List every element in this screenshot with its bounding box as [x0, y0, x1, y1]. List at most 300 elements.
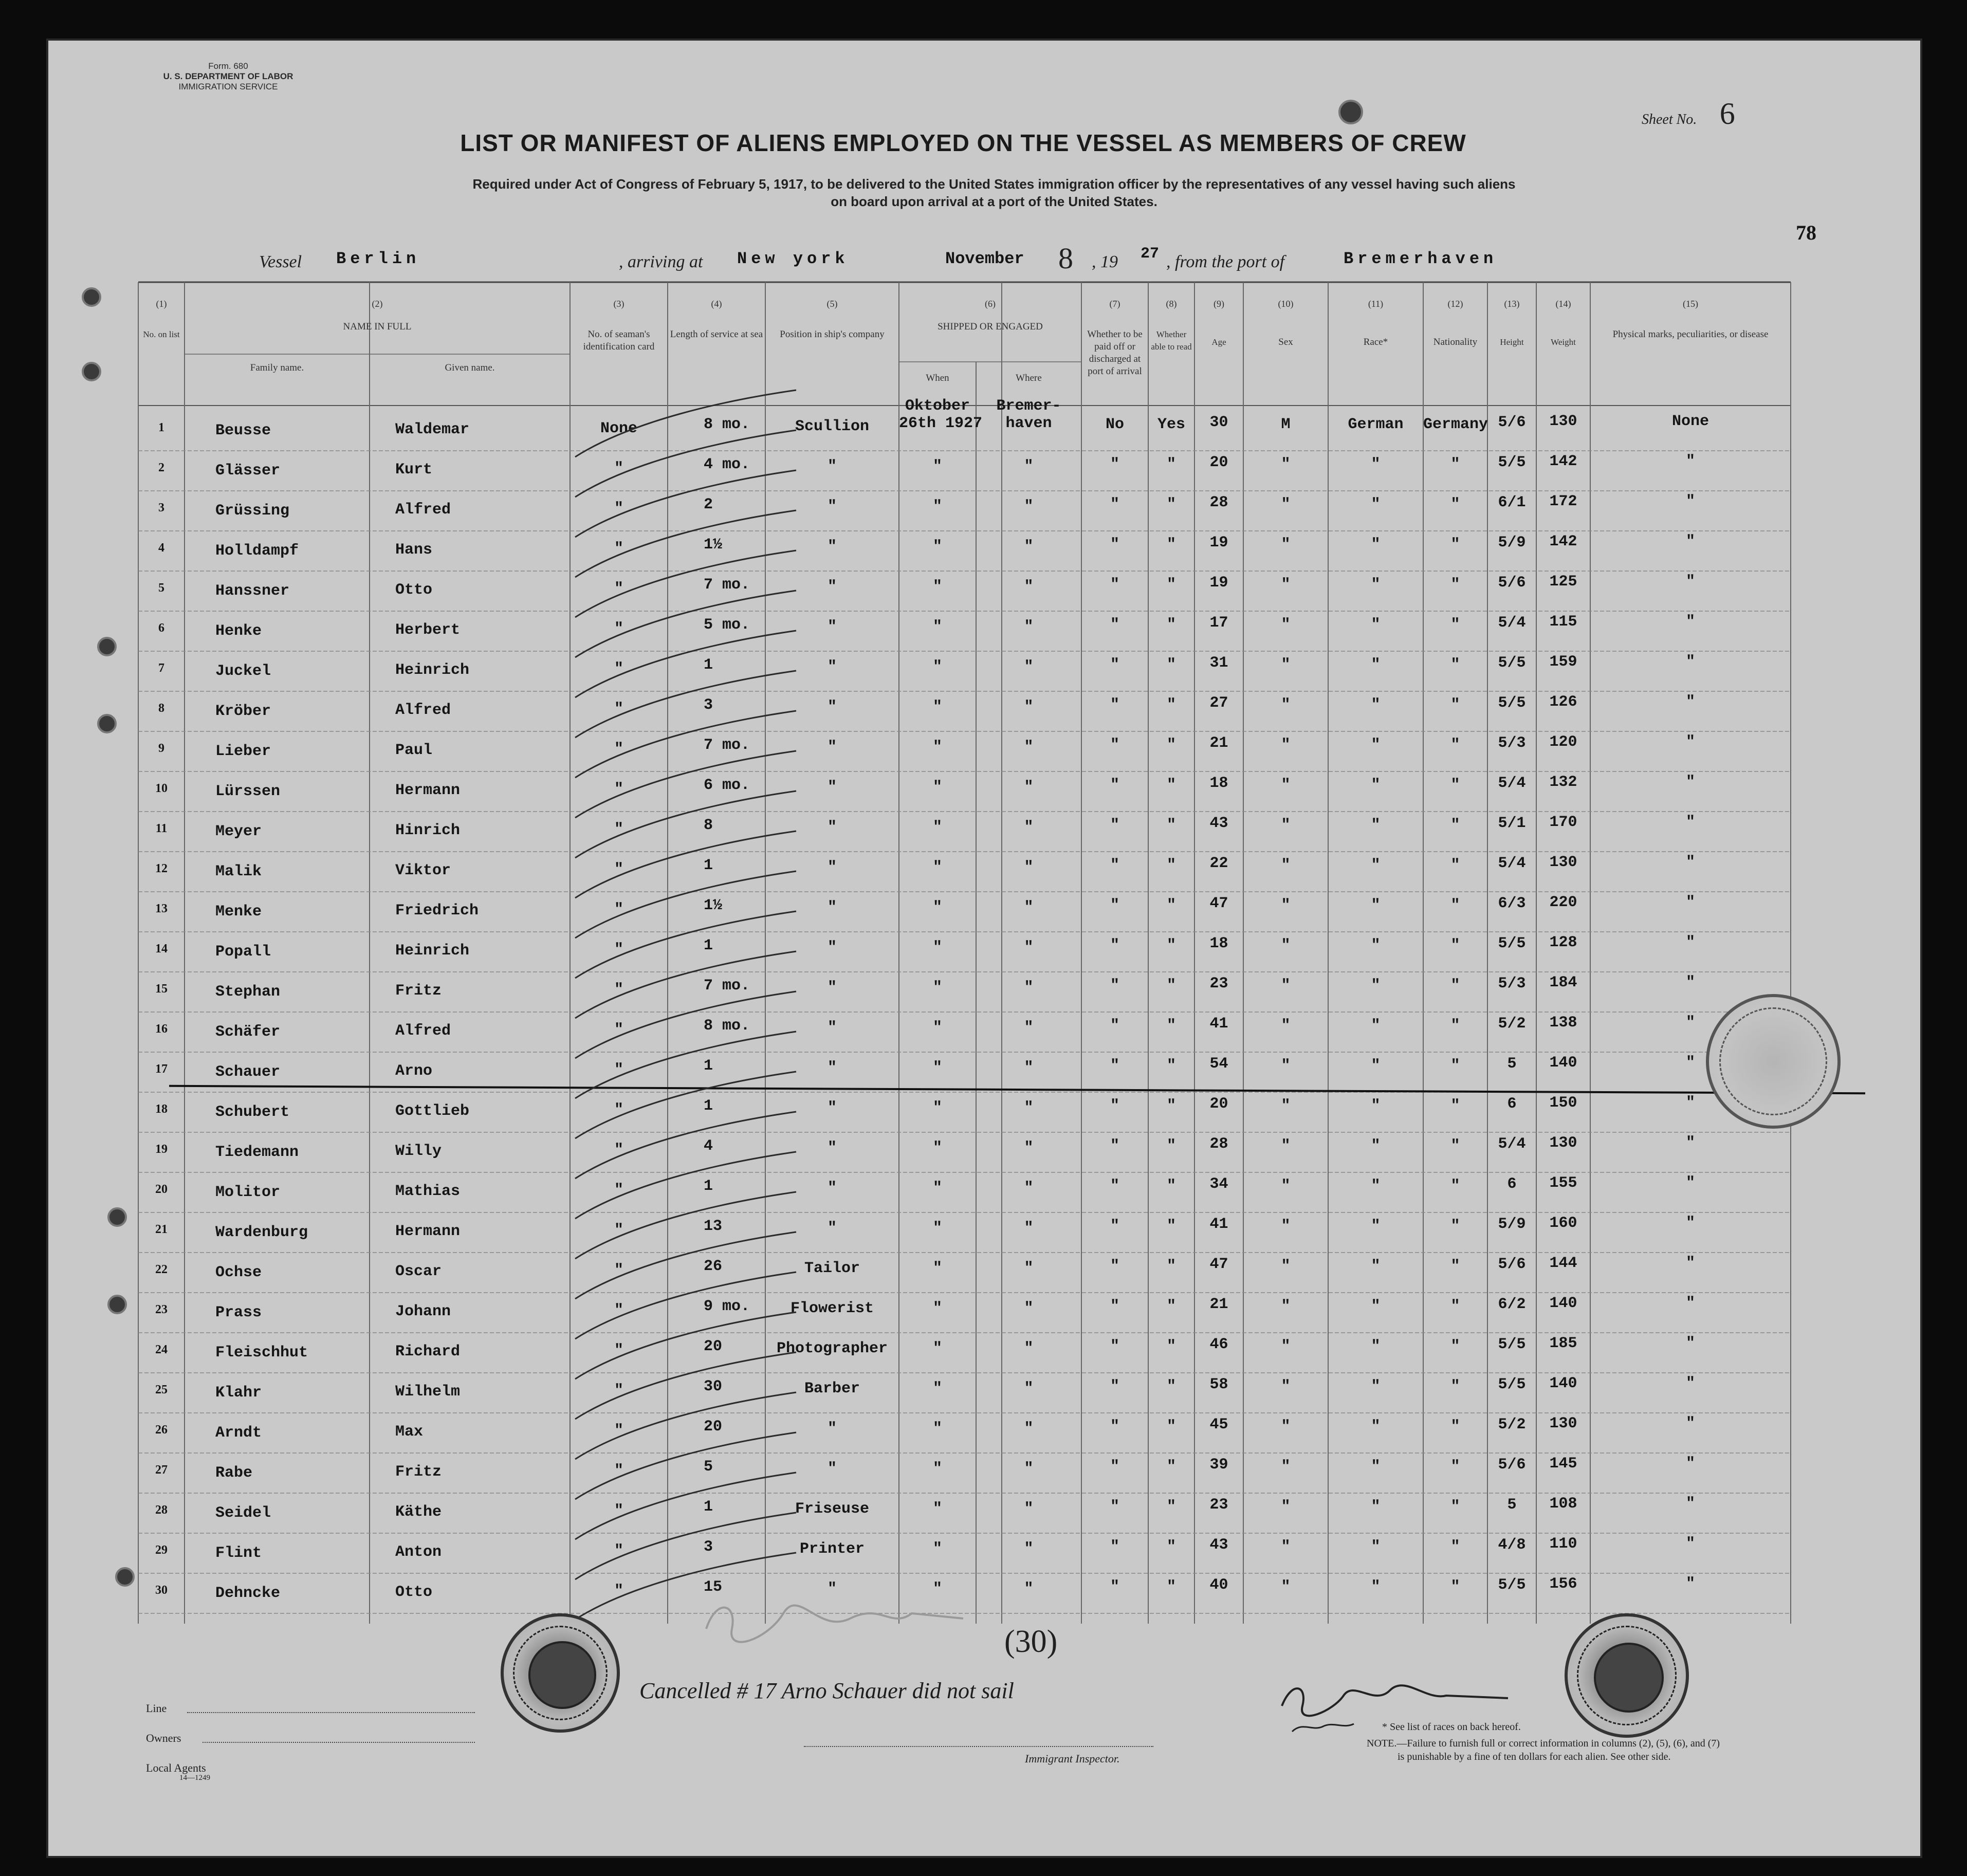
length-of-service: 1: [704, 1498, 713, 1516]
nationality: ": [1450, 777, 1460, 794]
pencil-slash: [575, 1352, 796, 1419]
row-number: 18: [155, 1102, 168, 1116]
race: ": [1371, 737, 1381, 754]
arrival-day: 8: [1058, 242, 1073, 275]
row-number: 4: [158, 541, 164, 555]
shipped-when: ": [932, 698, 942, 716]
page-title: LIST OR MANIFEST OF ALIENS EMPLOYED ON THE VESSEL AS MEMBERS OF CREW: [460, 130, 1466, 156]
year-prefix: , 19: [1092, 252, 1118, 271]
position: ": [827, 1139, 837, 1157]
able-to-read: ": [1166, 817, 1176, 834]
service: IMMIGRATION SERVICE: [178, 82, 278, 91]
able-to-read: ": [1166, 456, 1176, 473]
paid-off: ": [1110, 536, 1119, 554]
height: 5: [1507, 1496, 1517, 1514]
physical-marks: ": [1685, 1215, 1695, 1232]
row-number: 19: [155, 1143, 168, 1156]
punch-hole: [82, 362, 101, 381]
weight: 140: [1549, 1295, 1577, 1312]
id-card: ": [614, 1061, 623, 1079]
col-14-label: Weight: [1551, 337, 1576, 347]
col-1-number: (1): [156, 299, 167, 309]
race: ": [1371, 456, 1381, 473]
id-card: ": [614, 741, 623, 758]
row-number: 1: [158, 421, 164, 434]
id-card: ": [614, 1422, 623, 1440]
height: 5/6: [1498, 1256, 1526, 1273]
physical-marks: ": [1685, 573, 1695, 591]
physical-marks: ": [1685, 934, 1695, 951]
row-number: 25: [155, 1383, 168, 1396]
col-3-label: No. of seaman's identification card: [583, 329, 655, 352]
weight: 140: [1549, 1054, 1577, 1072]
sex: ": [1281, 576, 1291, 594]
col-6-label: SHIPPED OR ENGAGED: [937, 321, 1043, 332]
id-card: ": [614, 701, 623, 718]
pencil-slash: [575, 1152, 796, 1219]
family-name: Fleischhut: [215, 1344, 308, 1362]
height: 4/8: [1498, 1536, 1526, 1554]
given-name: Mathias: [395, 1183, 461, 1200]
sex: ": [1281, 1137, 1291, 1155]
sex: ": [1281, 1498, 1291, 1516]
sex: ": [1281, 817, 1291, 834]
col-4-label: Length of service at sea: [670, 329, 763, 340]
paid-off: ": [1110, 696, 1119, 714]
consulate-seal-right: [1565, 1613, 1689, 1738]
weight: 115: [1549, 613, 1577, 631]
pencil-slash: [575, 1392, 796, 1459]
physical-marks: ": [1685, 1054, 1695, 1072]
position: ": [827, 458, 837, 475]
weight: 108: [1549, 1495, 1577, 1513]
family-name: Ochse: [215, 1264, 262, 1281]
length-of-service: 13: [704, 1218, 723, 1235]
arriving-label: , arriving at: [619, 252, 703, 271]
nationality: ": [1450, 1097, 1460, 1115]
position: Printer: [799, 1540, 865, 1558]
sex: ": [1281, 1017, 1291, 1035]
physical-marks: None: [1671, 413, 1709, 430]
physical-marks: ": [1685, 1335, 1695, 1352]
id-card: ": [614, 1222, 623, 1239]
row-number: 21: [155, 1223, 168, 1236]
punch-hole: [115, 1567, 135, 1587]
shipped-where: ": [1024, 538, 1034, 556]
shipped-where: ": [1024, 779, 1034, 796]
shipped-where: ": [1024, 1260, 1034, 1277]
weight: 110: [1549, 1535, 1577, 1553]
race: ": [1371, 897, 1381, 914]
position: Flowerist: [790, 1300, 874, 1317]
weight: 220: [1549, 894, 1577, 911]
physical-marks: ": [1685, 733, 1695, 751]
physical-marks: ": [1685, 1094, 1695, 1112]
height: 5/2: [1498, 1015, 1526, 1033]
age: 34: [1209, 1175, 1228, 1193]
shipped-where-line-2: haven: [1005, 415, 1052, 432]
physical-marks: ": [1685, 1134, 1695, 1152]
col-14-number: (14): [1555, 299, 1571, 309]
punch-hole: [97, 637, 117, 656]
race: ": [1371, 576, 1381, 594]
shipped-when: ": [932, 1180, 942, 1197]
line-field: [187, 1712, 475, 1713]
length-of-service: 26: [704, 1258, 723, 1275]
row-number: 8: [158, 702, 164, 715]
position: Barber: [804, 1380, 860, 1397]
sex: ": [1281, 1538, 1291, 1556]
race: ": [1371, 616, 1381, 634]
shipped-when: ": [932, 1019, 942, 1037]
signature: [1272, 1670, 1518, 1747]
shipped-where: ": [1024, 658, 1034, 676]
shipped-when: ": [932, 658, 942, 676]
row-number: 23: [155, 1303, 168, 1316]
physical-marks: ": [1685, 1014, 1695, 1032]
length-of-service: 1: [704, 1097, 713, 1115]
given-name: Viktor: [395, 862, 451, 879]
shipped-where: ": [1024, 1340, 1034, 1357]
col-4-number: (4): [711, 299, 722, 309]
sex: M: [1281, 416, 1291, 433]
nationality: ": [1450, 696, 1460, 714]
length-of-service: 30: [704, 1378, 723, 1395]
col-2-label: NAME IN FULL: [343, 321, 412, 332]
shipped-where: ": [1024, 1540, 1034, 1558]
vice-consulate-stamp: [1706, 994, 1841, 1129]
weight: 144: [1549, 1255, 1577, 1272]
length-of-service: 8 mo.: [704, 1017, 750, 1035]
manifest-sheet: [46, 39, 1922, 1858]
able-to-read: ": [1166, 977, 1176, 995]
physical-marks: ": [1685, 1495, 1695, 1513]
nationality: ": [1450, 737, 1460, 754]
shipped-where: ": [1024, 1300, 1034, 1317]
paid-off: ": [1110, 1498, 1119, 1516]
col-13-number: (13): [1504, 299, 1520, 309]
pencil-slash: [575, 1312, 796, 1379]
shipped-when: ": [932, 1460, 942, 1478]
row-number: 6: [158, 621, 164, 635]
height: 5/4: [1498, 775, 1526, 792]
able-to-read: ": [1166, 1178, 1176, 1195]
nationality: ": [1450, 1218, 1460, 1235]
physical-marks: ": [1685, 1575, 1695, 1593]
length-of-service: 1½: [704, 536, 723, 554]
weight: 130: [1549, 1415, 1577, 1432]
paid-off: ": [1110, 656, 1119, 674]
age: 47: [1209, 1256, 1228, 1273]
age: 43: [1209, 1536, 1228, 1554]
punch-hole: [97, 714, 117, 733]
given-name: Heinrich: [395, 942, 470, 960]
weight: 128: [1549, 934, 1577, 951]
length-of-service: 1: [704, 1057, 713, 1075]
shipped-where: ": [1024, 739, 1034, 756]
paid-off: ": [1110, 777, 1119, 794]
shipped-where: ": [1024, 618, 1034, 636]
shipped-where: ": [1024, 1500, 1034, 1518]
position: ": [827, 1460, 837, 1478]
physical-marks: ": [1685, 653, 1695, 671]
age: 21: [1209, 1296, 1228, 1313]
row-number: 16: [155, 1022, 168, 1036]
given-name: Fritz: [395, 1463, 442, 1481]
sex: ": [1281, 857, 1291, 874]
weight: 132: [1549, 774, 1577, 791]
age: 43: [1209, 815, 1228, 832]
col-3-number: (3): [613, 299, 624, 309]
race: ": [1371, 1418, 1381, 1436]
col-5-number: (5): [826, 299, 838, 309]
row-number: 17: [155, 1062, 168, 1076]
vessel-label: Vessel: [259, 252, 302, 271]
form-code: 14—1249: [179, 1774, 210, 1782]
able-to-read: ": [1166, 576, 1176, 594]
shipped-where: ": [1024, 578, 1034, 596]
sheet-label: Sheet No.: [1642, 112, 1697, 127]
given-name: Hans: [395, 541, 433, 559]
family-name: Glässer: [215, 462, 281, 480]
paid-off: ": [1110, 1418, 1119, 1436]
family-name: Dehncke: [215, 1585, 281, 1602]
able-to-read: ": [1166, 777, 1176, 794]
weight: 130: [1549, 1134, 1577, 1152]
nationality: ": [1450, 456, 1460, 473]
page-number: 78: [1796, 221, 1816, 244]
length-of-service: 15: [704, 1578, 723, 1596]
race: ": [1371, 1017, 1381, 1035]
given-name: Fritz: [395, 982, 442, 1000]
age: 31: [1209, 654, 1228, 672]
able-to-read: ": [1166, 1057, 1176, 1075]
shipped-when: ": [932, 859, 942, 876]
weight: 184: [1549, 974, 1577, 991]
able-to-read: ": [1166, 696, 1176, 714]
physical-marks: ": [1685, 533, 1695, 550]
nationality: ": [1450, 977, 1460, 995]
row-number: 29: [155, 1543, 168, 1557]
family-name: Menke: [215, 903, 262, 921]
race: ": [1371, 817, 1381, 834]
sheet-number: 6: [1719, 97, 1735, 131]
height: 5/5: [1498, 1376, 1526, 1393]
id-card: ": [614, 1182, 623, 1199]
family-name: Rabe: [215, 1464, 253, 1482]
arrival-month: November: [945, 249, 1024, 268]
id-card: ": [614, 981, 623, 999]
able-to-read: ": [1166, 897, 1176, 914]
length-of-service: 8: [704, 817, 713, 834]
id-card: ": [614, 901, 623, 918]
given-name: Heinrich: [395, 661, 470, 679]
col-9-number: (9): [1214, 299, 1224, 309]
given-name: Richard: [395, 1343, 461, 1360]
pencil-slash: [575, 631, 796, 697]
sex: ": [1281, 897, 1291, 914]
shipped-where: ": [1024, 498, 1034, 516]
age: 27: [1209, 694, 1228, 712]
id-card: ": [614, 1382, 623, 1400]
col-10-label: Sex: [1278, 337, 1293, 347]
shipped-where: Bremer-: [996, 397, 1061, 415]
nationality: ": [1450, 536, 1460, 554]
height: 5/5: [1498, 1576, 1526, 1594]
able-to-read: ": [1166, 737, 1176, 754]
paid-off: ": [1110, 496, 1119, 513]
row-number: 2: [158, 461, 164, 474]
nationality: ": [1450, 857, 1460, 874]
shipped-when: ": [932, 618, 942, 636]
height: 5/4: [1498, 1135, 1526, 1153]
id-card: None: [600, 420, 637, 437]
paid-off: ": [1110, 977, 1119, 995]
nationality: ": [1450, 576, 1460, 594]
weight: 185: [1549, 1335, 1577, 1352]
physical-marks: ": [1685, 1255, 1695, 1272]
nationality: ": [1450, 1498, 1460, 1516]
length-of-service: 1: [704, 937, 713, 954]
age: 17: [1209, 614, 1228, 632]
family-name: Hanssner: [215, 582, 290, 600]
shipped-when: ": [932, 498, 942, 516]
length-of-service: 4 mo.: [704, 456, 750, 473]
nationality: ": [1450, 1538, 1460, 1556]
position: ": [827, 1180, 837, 1197]
id-card: ": [614, 1502, 623, 1520]
owners-field: [203, 1742, 475, 1743]
family-name: Beusse: [215, 422, 271, 439]
pencil-slash: [575, 1192, 796, 1259]
age: 28: [1209, 1135, 1228, 1153]
row-number: 22: [155, 1263, 168, 1276]
pencil-slash: [575, 1432, 796, 1499]
row-number: 28: [155, 1503, 168, 1517]
race: ": [1371, 1498, 1381, 1516]
subtitle-line-2: on board upon arrival at a port of the United States.: [831, 194, 1157, 209]
physical-marks: ": [1685, 854, 1695, 871]
pencil-slash: [575, 791, 796, 858]
id-card: ": [614, 540, 623, 558]
id-card: ": [614, 500, 623, 518]
family-name: Grüssing: [215, 502, 290, 520]
pencil-marks: [48, 41, 1922, 1858]
race: ": [1371, 1458, 1381, 1476]
physical-marks: ": [1685, 974, 1695, 991]
race: ": [1371, 1057, 1381, 1075]
family-name: Lürssen: [215, 783, 281, 800]
sex: ": [1281, 977, 1291, 995]
nationality: ": [1450, 1578, 1460, 1596]
shipped-when: ": [932, 1139, 942, 1157]
id-card: ": [614, 1142, 623, 1159]
shipped-where: ": [1024, 1460, 1034, 1478]
nationality: ": [1450, 1378, 1460, 1395]
shipped-when: ": [932, 1580, 942, 1598]
pencil-slash: [575, 1272, 796, 1339]
age: 46: [1209, 1336, 1228, 1353]
shipped-where: ": [1024, 1099, 1034, 1117]
height: 5/5: [1498, 694, 1526, 712]
shipped-when-date: 26th 1927: [899, 415, 983, 432]
age: 41: [1209, 1216, 1228, 1233]
length-of-service: 7 mo.: [704, 737, 750, 754]
punch-hole-top: [1338, 100, 1363, 124]
given-name: Friedrich: [395, 902, 479, 919]
paid-off: ": [1110, 817, 1119, 834]
shipped-when: ": [932, 1220, 942, 1237]
weight: 172: [1549, 493, 1577, 510]
shipped-when: Oktober: [905, 397, 970, 415]
shipped-when: ": [932, 739, 942, 756]
shipped-where: ": [1024, 1420, 1034, 1438]
position: ": [827, 819, 837, 836]
given-name: Käthe: [395, 1503, 442, 1521]
family-name: Arndt: [215, 1424, 262, 1442]
col-6-number: (6): [985, 299, 996, 309]
shipped-where: ": [1024, 859, 1034, 876]
length-of-service: 5 mo.: [704, 616, 750, 634]
nationality: ": [1450, 496, 1460, 513]
position: ": [827, 939, 837, 957]
able-to-read: ": [1166, 937, 1176, 954]
weight: 156: [1549, 1575, 1577, 1593]
given-name: Max: [395, 1423, 424, 1441]
col-2-family-label: Family name.: [250, 362, 304, 373]
id-card: ": [614, 1342, 623, 1359]
given-name: Hermann: [395, 1223, 461, 1240]
able-to-read: ": [1166, 1218, 1176, 1235]
position: ": [827, 1059, 837, 1077]
family-name: Popall: [215, 943, 271, 961]
sex: ": [1281, 1258, 1291, 1275]
position: ": [827, 578, 837, 596]
family-name: Klahr: [215, 1384, 262, 1402]
able-to-read: ": [1166, 1458, 1176, 1476]
paid-off: ": [1110, 857, 1119, 874]
pencil-slash: [575, 831, 796, 898]
length-of-service: 5: [704, 1458, 713, 1476]
shipped-when: ": [932, 1340, 942, 1357]
height: 5/6: [1498, 414, 1526, 431]
length-of-service: 6 mo.: [704, 777, 750, 794]
height: 5/4: [1498, 855, 1526, 872]
height: 5/3: [1498, 734, 1526, 752]
pencil-slash: [575, 1232, 796, 1299]
age: 45: [1209, 1416, 1228, 1433]
age: 21: [1209, 734, 1228, 752]
able-to-read: ": [1166, 656, 1176, 674]
shipped-where: ": [1024, 1180, 1034, 1197]
given-name: Wilhelm: [395, 1383, 461, 1401]
row-number: 10: [155, 782, 168, 795]
port-label: , from the port of: [1166, 252, 1285, 271]
given-name: Kurt: [395, 461, 433, 479]
age: 19: [1209, 574, 1228, 592]
position: ": [827, 1580, 837, 1598]
pencil-slash: [575, 1112, 796, 1179]
able-to-read: ": [1166, 1298, 1176, 1315]
row-number: 14: [155, 942, 168, 955]
shipped-where: ": [1024, 698, 1034, 716]
nationality: ": [1450, 1298, 1460, 1315]
length-of-service: 1: [704, 656, 713, 674]
row-number: 13: [155, 902, 168, 915]
given-name: Anton: [395, 1543, 442, 1561]
paid-off: ": [1110, 737, 1119, 754]
length-of-service: 20: [704, 1338, 723, 1355]
